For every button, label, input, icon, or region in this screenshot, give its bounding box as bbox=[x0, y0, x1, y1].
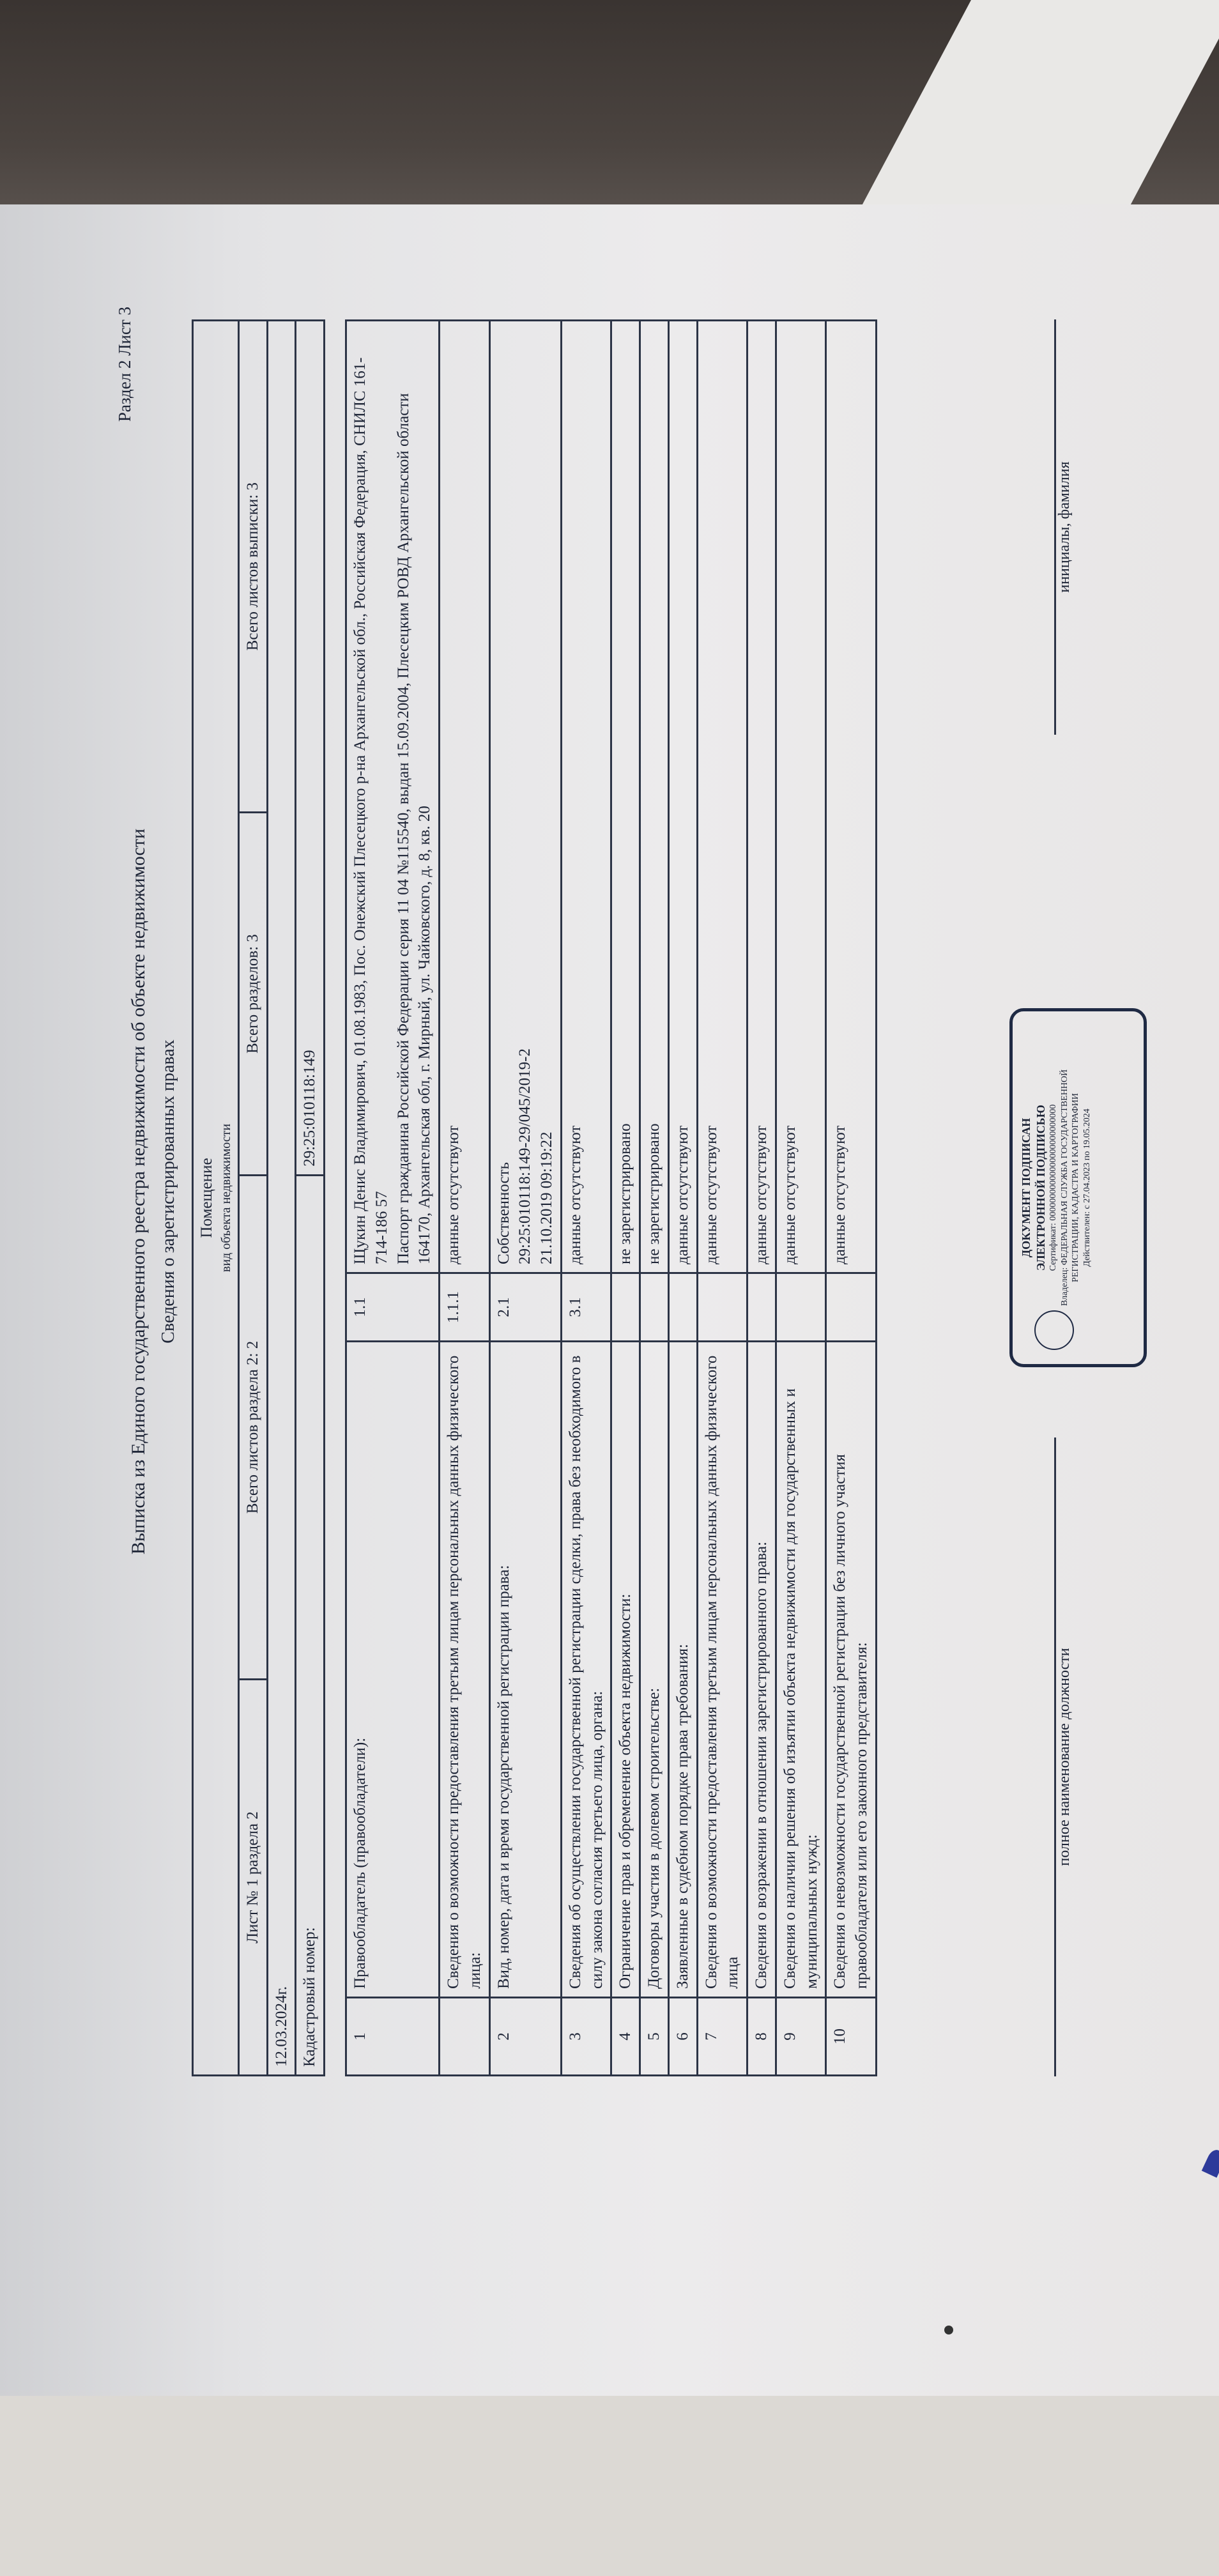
stamp-line-1: ДОКУМЕНТ ПОДПИСАН bbox=[1020, 1117, 1032, 1258]
section-label: Раздел 2 Лист 3 bbox=[115, 307, 134, 422]
document-title: Выписка из Единого государственного реестра недвижимости об объекте недвижимости bbox=[128, 828, 149, 1555]
table-row bbox=[440, 321, 490, 2076]
row-value: данные отсутствуют bbox=[697, 321, 747, 1273]
header-table bbox=[192, 319, 325, 2076]
row-number: 3 bbox=[561, 1998, 611, 2076]
sheet-cell: Лист № 1 раздела 2 bbox=[238, 1680, 267, 2076]
rights-table bbox=[345, 319, 877, 2076]
stamp-line-2: ЭЛЕКТРОННОЙ ПОДПИСЬЮ bbox=[1034, 1105, 1047, 1271]
position-caption: полное наименование должности bbox=[1054, 1438, 1082, 2076]
row-number: 2 bbox=[489, 1998, 561, 2076]
row-value: не зарегистрировано bbox=[611, 321, 640, 1273]
row-number: 5 bbox=[640, 1998, 669, 2076]
cadastral-number: 29:25:010118:149 bbox=[296, 321, 325, 1176]
row-subnumber bbox=[747, 1273, 776, 1342]
table-row bbox=[826, 321, 877, 2076]
photo-background-bottom bbox=[0, 2396, 1219, 2576]
table-row bbox=[611, 321, 640, 2076]
row-label: Сведения о возможности предоставления третьим лицам персональных данных физического лица: bbox=[440, 1342, 490, 1998]
row-number: 4 bbox=[611, 1998, 640, 2076]
emblem-icon bbox=[1034, 1310, 1074, 1350]
row-value: не зарегистрировано bbox=[640, 321, 669, 1273]
row-subnumber: 2.1 bbox=[489, 1273, 561, 1342]
total-sections-cell: Всего разделов: 3 bbox=[238, 813, 267, 1175]
stamp-line-3: Сертификат: 00000000000000000000000000 bbox=[1048, 1104, 1058, 1271]
table-row bbox=[776, 321, 826, 2076]
electronic-signature-stamp bbox=[1009, 1008, 1147, 1367]
row-value: данные отсутствуют bbox=[668, 321, 697, 1273]
total-sheets-section-cell: Всего листов раздела 2: 2 bbox=[238, 1175, 267, 1679]
row-value: данные отсутствуют bbox=[776, 321, 826, 1273]
row-label: Сведения о возможности предоставления третьим лицам персональных данных физического лица bbox=[697, 1342, 747, 1998]
row-label: Заявленные в судебном порядке права требования: bbox=[668, 1342, 697, 1998]
row-label: Сведения о возражении в отношении зарегистрированного права: bbox=[747, 1342, 776, 1998]
row-value: Щукин Денис Владимирович, 01.08.1983, Пос. Онежский Плесецкого р-на Архангельской обл., Российская Федерация, СНИЛС 161-714-186 57 Паспорт гражданина Российской Федерации серия 11 04 №115540, выдан 15.09.2004, Плесецким РОВД Архангельской области 164170, Архангельская обл, г. Мирный, ул. Чайковского, д. 8, кв. 20 bbox=[346, 321, 440, 1273]
object-type-title: Помещение bbox=[198, 1158, 215, 1238]
stamp-line-5: РЕГИСТРАЦИИ, КАДАСТРА И КАРТОГРАФИИ bbox=[1071, 1093, 1080, 1282]
row-number: 8 bbox=[747, 1998, 776, 2076]
paper-dot bbox=[944, 2326, 953, 2334]
row-label: Сведения о наличии решения об изъятии объекта недвижимости для государственных и муниципальных нужд: bbox=[776, 1342, 826, 1998]
cadastral-label: Кадастровый номер: bbox=[296, 1175, 325, 2075]
row-value: данные отсутствуют bbox=[440, 321, 490, 1273]
name-caption: инициалы, фамилия bbox=[1054, 319, 1082, 735]
row-label: Вид, номер, дата и время государственной регистрации права: bbox=[489, 1342, 561, 1998]
row-label: Договоры участия в долевом строительстве: bbox=[640, 1342, 669, 1998]
date-cell: 12.03.2024г. bbox=[267, 321, 296, 2076]
stamp-line-4: Владелец: ФЕДЕРАЛЬНАЯ СЛУЖБА ГОСУДАРСТВЕННОЙ bbox=[1059, 1069, 1070, 1307]
row-subnumber bbox=[826, 1273, 877, 1342]
row-value: Собственность 29:25:010118:149-29/045/2019-2 21.10.2019 09:19:22 bbox=[489, 321, 561, 1273]
row-label: Правообладатель (правообладатели): bbox=[346, 1342, 440, 1998]
row-subnumber: 1.1.1 bbox=[440, 1273, 490, 1342]
row-label: Сведения о невозможности государственной регистрации без личного участия правообладателя или его законного представителя: bbox=[826, 1342, 877, 1998]
object-type-caption: вид объекта недвижимости bbox=[218, 1123, 233, 1273]
row-subnumber bbox=[668, 1273, 697, 1342]
table-row bbox=[668, 321, 697, 2076]
row-number: 1 bbox=[346, 1998, 440, 2076]
row-number: 9 bbox=[776, 1998, 826, 2076]
table-row bbox=[561, 321, 611, 2076]
document-subtitle: Сведения о зарегистрированных правах bbox=[158, 1039, 178, 1344]
row-value: данные отсутствуют bbox=[561, 321, 611, 1273]
table-row bbox=[697, 321, 747, 2076]
row-label: Сведения об осуществлении государственной регистрации сделки, права без необходимого в силу закона согласия третьего лица, органа: bbox=[561, 1342, 611, 1998]
row-subnumber bbox=[776, 1273, 826, 1342]
table-row bbox=[640, 321, 669, 2076]
row-number bbox=[440, 1998, 490, 2076]
row-subnumber bbox=[697, 1273, 747, 1342]
row-number: 6 bbox=[668, 1998, 697, 2076]
row-number: 7 bbox=[697, 1998, 747, 2076]
row-value: данные отсутствуют bbox=[826, 321, 877, 1273]
object-type-cell bbox=[193, 321, 239, 2076]
table-row bbox=[747, 321, 776, 2076]
row-subnumber: 3.1 bbox=[561, 1273, 611, 1342]
row-number: 10 bbox=[826, 1998, 877, 2076]
table-row bbox=[489, 321, 561, 2076]
row-subnumber: 1.1 bbox=[346, 1273, 440, 1342]
row-subnumber bbox=[611, 1273, 640, 1342]
table-row bbox=[346, 321, 440, 2076]
row-subnumber bbox=[640, 1273, 669, 1342]
row-label: Ограничение прав и обременение объекта недвижимости: bbox=[611, 1342, 640, 1998]
stamp-line-6: Действителен: с 27.04.2023 по 19.05.2024 bbox=[1082, 1108, 1092, 1267]
rotated-extract-page bbox=[77, 249, 1137, 2134]
row-value: данные отсутствуют bbox=[747, 321, 776, 1273]
total-sheets-extract-cell: Всего листов выписки: 3 bbox=[238, 321, 267, 813]
